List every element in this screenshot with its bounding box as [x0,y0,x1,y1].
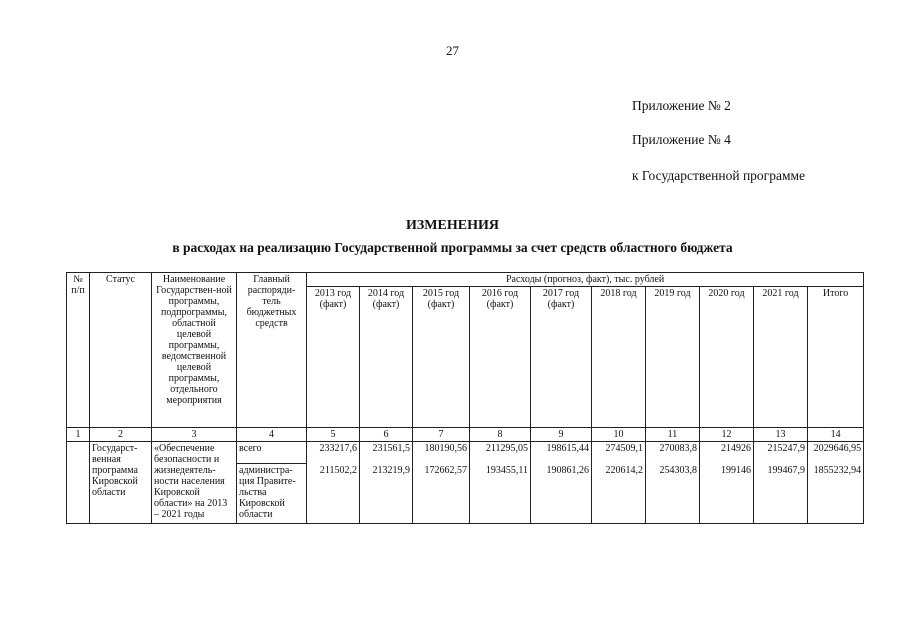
col-number: 10 [592,428,646,442]
header-num: № п/п [67,273,90,428]
value-cell: 193455,11 [470,464,531,524]
value-cell: 254303,8 [646,464,700,524]
row-index [67,442,90,524]
value-cell: 231561,5 [360,442,413,464]
value-cell: 214926 [700,442,754,464]
manager-cell: всего [237,442,307,464]
table-row [67,442,864,464]
header-row-1 [67,273,864,287]
header-status: Статус [90,273,152,428]
document-subtitle: в расходах на реализацию Государственной программы за счет средств областного бюджета [172,240,733,255]
col-number: 8 [470,428,531,442]
col-number: 14 [808,428,864,442]
value-cell: 199146 [700,464,754,524]
header-manager: Главный распоряди-тель бюджетных средств [237,273,307,428]
value-cell: 199467,9 [754,464,808,524]
col-number: 12 [700,428,754,442]
value-cell: 211502,2 [307,464,360,524]
value-cell: 211295,05 [470,442,531,464]
col-number: 2 [90,428,152,442]
value-cell: 215247,9 [754,442,808,464]
header-year-2020: 2020 год [700,287,754,428]
program-name-cell: «Обеспечение безопасности и жизнедеятель-ности населения Кировской области» на 2013 – 2021 годы [152,442,237,524]
value-cell: 213219,9 [360,464,413,524]
col-number: 7 [413,428,470,442]
header-year-2013: 2013 год (факт) [307,287,360,428]
header-year-2015: 2015 год (факт) [413,287,470,428]
header-year-2014: 2014 год (факт) [360,287,413,428]
header-year-2018: 2018 год [592,287,646,428]
value-cell: 220614,2 [592,464,646,524]
value-cell: 180190,56 [413,442,470,464]
document-title: ИЗМЕНЕНИЯ [406,218,499,233]
value-cell: 172662,57 [413,464,470,524]
header-year-2019: 2019 год [646,287,700,428]
col-number: 9 [531,428,592,442]
value-cell: 1855232,94 [808,464,864,524]
col-number: 5 [307,428,360,442]
value-cell: 190861,26 [531,464,592,524]
manager-cell: администра-ция Правите-льства Кировской области [237,464,307,524]
header-expenses: Расходы (прогноз, факт), тыс. рублей [307,273,864,287]
value-cell: 270083,8 [646,442,700,464]
value-cell: 233217,6 [307,442,360,464]
header-year-2016: 2016 год (факт) [470,287,531,428]
status-cell: Государст-венная программа Кировской области [90,442,152,524]
column-number-row [67,428,864,442]
col-number: 13 [754,428,808,442]
expenses-table [66,272,864,524]
appendix-line-2: Приложение № 4 [632,132,731,147]
value-cell: 274509,1 [592,442,646,464]
header-name: Наименование Государствен-ной программы, подпрограммы, областной целевой программы, ведомственной целевой программы, отдельного мероприятия [152,273,237,428]
value-cell: 198615,44 [531,442,592,464]
page-number: 27 [446,43,459,58]
header-year-2017: 2017 год (факт) [531,287,592,428]
appendix-line-3: к Государственной программе [632,168,806,183]
col-number: 3 [152,428,237,442]
header-total: Итого [808,287,864,428]
col-number: 1 [67,428,90,442]
col-number: 11 [646,428,700,442]
col-number: 6 [360,428,413,442]
appendix-line-1: Приложение № 2 [632,98,731,113]
header-year-2021: 2021 год [754,287,808,428]
col-number: 4 [237,428,307,442]
value-cell: 2029646,95 [808,442,864,464]
